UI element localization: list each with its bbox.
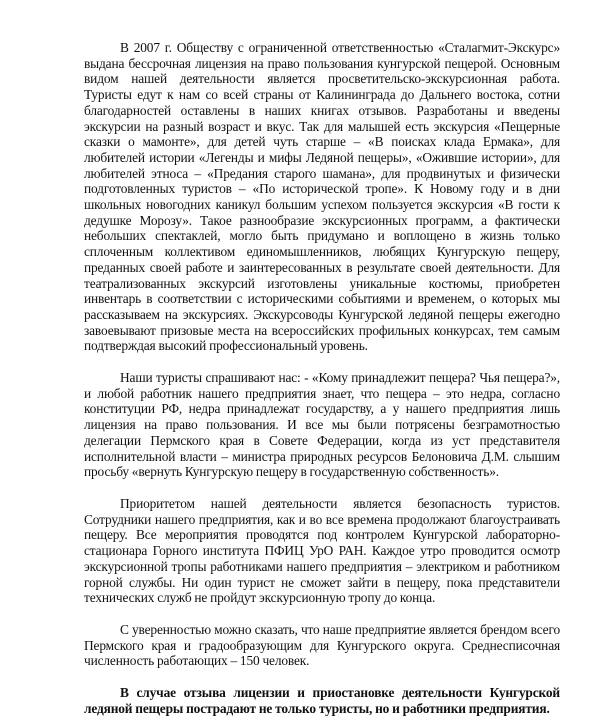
paragraph-license-history: В 2007 г. Обществу с ограниченной ответственностью «Сталагмит-Экскурс» выдана бессрочная лицензия на право пользования кунгурской пещерой. Основным видом нашей деятельности является просветительско-экскурсионная работа. Туристы едут к нам со всей страны от Калининграда до Дальнего востока, сотни благодарностей оставлены в наших книгах отзывов. Разработаны и введены экскурсии на разный возраст и вкус. Так для малышей есть экскурсия «Пещерные сказки о мамонте», для детей чуть старше – «В поисках клада Ермака», для любителей истории «Легенды и мифы Ледяной пещеры», «Ожившие истории», для любителей этноса – «Предания старого шамана», для продвинутых и физически подготовленных туристов – «По исторической тропе». К Новому году и в дни школьных новогодних каникул большим успехом пользуется экскурсия «В гости к дедушке Морозу». Такое разнообразие экскурсионных программ, а фактически небольших спектаклей, могло быть придумано и воплощено в жизнь только сплоченным коллективом единомышленников, любящих Кунгурскую пещеру, преданных своей работе и заинтересованных в результате своей деятельности. Для театрализованных экскурсий изготовлены уникальные костюмы, приобретен инвентарь в соответствии с историческими событиями и временем, о которых мы рассказываем на экскурсиях. Экскурсоводы Кунгурской ледяной пещеры ежегодно завоевывают призовые места на всероссийских профильных конкурсах, тем самым подтверждая высокий профессиональный уровень. — [84, 40, 560, 354]
paragraph-gap — [84, 354, 560, 370]
paragraph-gap — [84, 669, 560, 685]
paragraph-gap — [84, 480, 560, 496]
paragraph-gap — [84, 606, 560, 622]
paragraph-license-revocation: В случае отзыва лицензии и приостановке деятельности Кунгурской ледяной пещеры пострадают не только туристы, но и работники предприятия. — [84, 685, 560, 716]
paragraph-cave-ownership: Наши туристы спрашивают нас: - «Кому принадлежит пещера? Чья пещера?», и любой работник нашего предприятия знает, что пещера – это недра, согласно конституции РФ, недра принадлежат государству, а у нашего предприятия лишь лицензия на право пользования. И все мы были потрясены безграмотностью делегации Пермского края в Совете Федерации, когда из уст представителя исполнительной власти – министра природных ресурсов Белоновича Д.М. слышим просьбу «вернуть Кунгурскую пещеру в государственную собственность». — [84, 370, 560, 480]
paragraph-tourist-safety: Приоритетом нашей деятельности является безопасность туристов. Сотрудники нашего предприятия, как и во все времена продолжают благоустраивать пещеру. Все мероприятия проводятся под контролем Кунгурской лабораторно-стационара Горного института ПФИЦ УрО РАН. Каждое утро проводится осмотр экскурсионной тропы работниками нашего предприятия – электриком и работником горной службы. Ни один турист не сможет зайти в пещеру, пока представители технических служб не пройдут экскурсионную тропу до конца. — [84, 495, 560, 606]
paragraph-regional-brand: С уверенностью можно сказать, что наше предприятие является брендом всего Пермского края и градообразующим для Кунгурского округа. Среднесписочная численность работающих – 150 человек. — [84, 621, 560, 669]
document-body — [84, 40, 560, 716]
